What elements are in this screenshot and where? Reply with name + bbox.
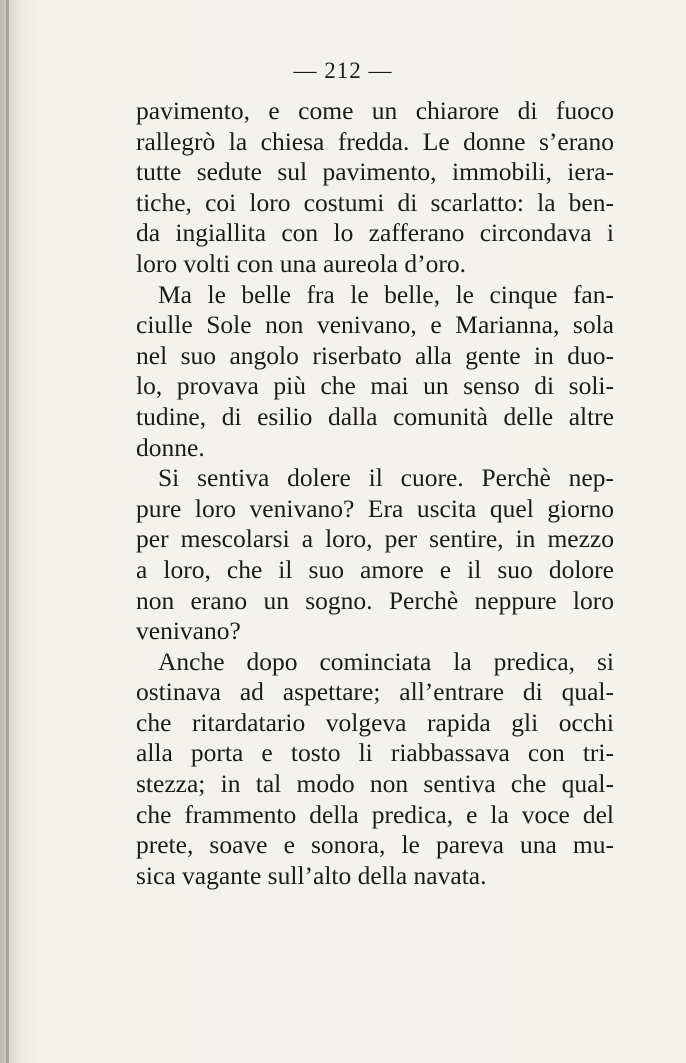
text-line: venivano? — [136, 616, 241, 646]
text-line: ostinava ad aspettare; all’entrare di qual- — [136, 677, 614, 707]
text-line: che ritardatario volgeva rapida gli occhi — [136, 707, 614, 737]
text-line: lo, provava più che mai un senso di soli- — [136, 371, 614, 401]
text-line: pure loro venivano? Era uscita quel giorno — [136, 493, 614, 523]
text-line: sica vagante sull’alto della navata. — [136, 860, 487, 890]
text-line: che frammento della predica, e la voce del — [136, 799, 614, 829]
text-line: da ingiallita con lo zafferano circondava i — [136, 218, 614, 248]
text-line: tudine, di esilio dalla comunità delle altre — [136, 401, 614, 431]
text-line: non erano un sogno. Perchè neppure loro — [136, 585, 614, 615]
binding-gutter — [6, 0, 9, 1063]
text-line: loro volti con una aureola d’oro. — [136, 248, 466, 278]
text-line: donne. — [136, 432, 205, 462]
text-line: Ma le belle fra le belle, le cinque fan- — [158, 279, 614, 309]
text-line: Anche dopo cominciata la predica, si — [158, 646, 614, 676]
text-line: tutte sedute sul pavimento, immobili, iera- — [136, 157, 614, 187]
body-text — [136, 96, 614, 891]
text-line: pavimento, e come un chiarore di fuoco — [136, 96, 614, 125]
paragraph — [136, 647, 614, 892]
text-line: per mescolarsi a loro, per sentire, in mezzo — [136, 524, 614, 554]
text-line: nel suo angolo riserbato alla gente in duo- — [136, 340, 614, 370]
paragraph — [136, 463, 614, 647]
text-line: Si sentiva dolere il cuore. Perchè nep- — [158, 463, 614, 493]
page-number: — 212 — — [293, 58, 393, 83]
paragraph — [136, 280, 614, 464]
text-line: rallegrò la chiesa fredda. Le donne s’erano — [136, 126, 614, 156]
paragraph — [136, 96, 614, 280]
text-line: tiche, coi loro costumi di scarlatto: la ben- — [136, 187, 614, 217]
text-line: stezza; in tal modo non sentiva che qual- — [136, 769, 614, 799]
text-line: alla porta e tosto li riabbassava con tri- — [136, 738, 614, 768]
text-line: ciulle Sole non venivano, e Marianna, sola — [136, 310, 614, 340]
text-line: a loro, che il suo amore e il suo dolore — [136, 554, 614, 584]
text-line: prete, soave e sonora, le pareva una mu- — [136, 830, 614, 860]
